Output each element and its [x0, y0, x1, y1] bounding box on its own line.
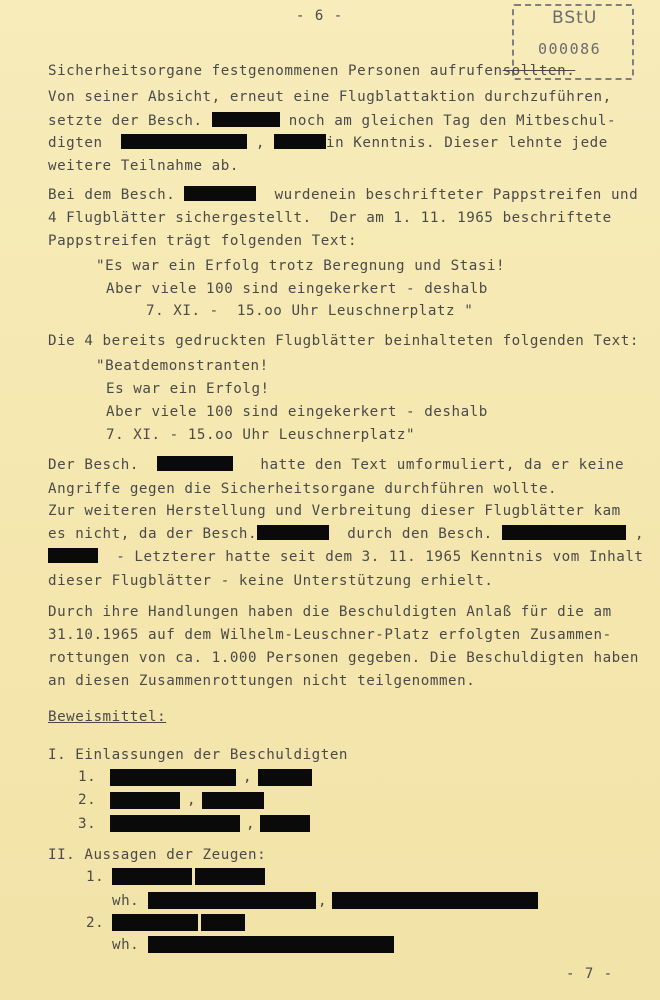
quote-line: Aber viele 100 sind eingekerkert - deshalb [106, 404, 488, 420]
comma: , [187, 792, 197, 808]
comma: , [318, 893, 328, 909]
quote-line: 7. XI. - 15.oo Uhr Leuschnerplatz " [146, 303, 474, 319]
redaction [332, 892, 538, 909]
text-line: digten , in Kenntnis. Dieser lehnte jede [48, 135, 608, 151]
redaction [112, 868, 192, 885]
evidence-item-number: 2. [86, 915, 105, 931]
text-line: rottungen von ca. 1.000 Personen gegeben. Die Beschuldigten haben [48, 650, 639, 666]
page-number: - 6 - [296, 8, 344, 24]
quote-line: "Es war ein Erfolg trotz Beregnung und Stasi! [96, 258, 506, 274]
evidence-heading: Beweismittel: [48, 709, 167, 725]
text-line: Zur weiteren Herstellung und Verbreitung dieser Flugblätter kam [48, 503, 621, 519]
evidence-item-number: 2. [78, 792, 97, 808]
redaction [48, 548, 98, 563]
text-line: - Letzterer hatte seit dem 3. 11. 1965 Kenntnis vom Inhalt [48, 548, 644, 566]
text-line: Angriffe gegen die Sicherheitsorgane durchführen wollte. [48, 481, 558, 497]
redaction [212, 112, 280, 127]
text-line: Pappstreifen trägt folgenden Text: [48, 233, 358, 249]
quote-line: Es war ein Erfolg! [106, 381, 270, 397]
redaction [258, 769, 312, 786]
quote-line: Aber viele 100 sind eingekerkert - deshalb [106, 281, 488, 297]
redaction [112, 914, 198, 931]
text-line: Sicherheitsorgane festgenommenen Personen aufrufensollten. [48, 63, 576, 79]
redaction [121, 134, 247, 149]
redaction [184, 186, 256, 201]
text-line: weitere Teilnahme ab. [48, 158, 239, 174]
quote-line: 7. XI. - 15.oo Uhr Leuschnerplatz" [106, 427, 416, 443]
stamp-number: 000086 [538, 40, 602, 58]
text-line: Durch ihre Handlungen haben die Beschuldigten Anlaß für die am [48, 604, 612, 620]
next-page-number: - 7 - [566, 966, 614, 982]
redaction [148, 892, 316, 909]
stamp-org: BStU [552, 8, 598, 28]
redaction [157, 456, 233, 471]
redaction [202, 792, 264, 809]
redaction [257, 525, 329, 540]
text-line: Der Besch. hatte den Text umformuliert, da er keine [48, 457, 625, 473]
redaction [274, 134, 326, 149]
text-line: Die 4 bereits gedruckten Flugblätter beinhalteten folgenden Text: [48, 333, 639, 349]
quote-line: "Beatdemonstranten! [96, 358, 269, 374]
redaction [148, 936, 394, 953]
text-line: dieser Flugblätter - keine Unterstützung erhielt. [48, 573, 494, 589]
evidence-section-1: I. Einlassungen der Beschuldigten [48, 747, 349, 763]
redaction [110, 792, 180, 809]
comma: , [243, 769, 253, 785]
redaction [502, 525, 626, 540]
text-line: 4 Flugblätter sichergestellt. Der am 1. 11. 1965 beschriftete [48, 210, 612, 226]
comma: , [246, 816, 256, 832]
text-line: Bei dem Besch. wurdenein beschrifteter Pappstreifen und [48, 187, 639, 203]
evidence-section-2: II. Aussagen der Zeugen: [48, 847, 267, 863]
evidence-item-number: 1. [78, 769, 97, 785]
evidence-item-number: 1. [86, 869, 105, 885]
text-line: Von seiner Absicht, erneut eine Flugblattaktion durchzuführen, [48, 89, 612, 105]
redaction [260, 815, 310, 832]
redaction [195, 868, 265, 885]
residence-label: wh. [112, 937, 140, 953]
redaction [201, 914, 245, 931]
text-line: 31.10.1965 auf dem Wilhelm-Leuschner-Platz erfolgten Zusammen- [48, 627, 612, 643]
evidence-item-number: 3. [78, 816, 97, 832]
text-line: setzte der Besch. noch am gleichen Tag den Mitbeschul- [48, 113, 617, 129]
redaction [110, 815, 240, 832]
residence-label: wh. [112, 893, 140, 909]
text-line: an diesen Zusammenrottungen nicht teilgenommen. [48, 673, 476, 689]
text-line: es nicht, da der Besch. durch den Besch. , [48, 526, 645, 542]
redaction [110, 769, 236, 786]
